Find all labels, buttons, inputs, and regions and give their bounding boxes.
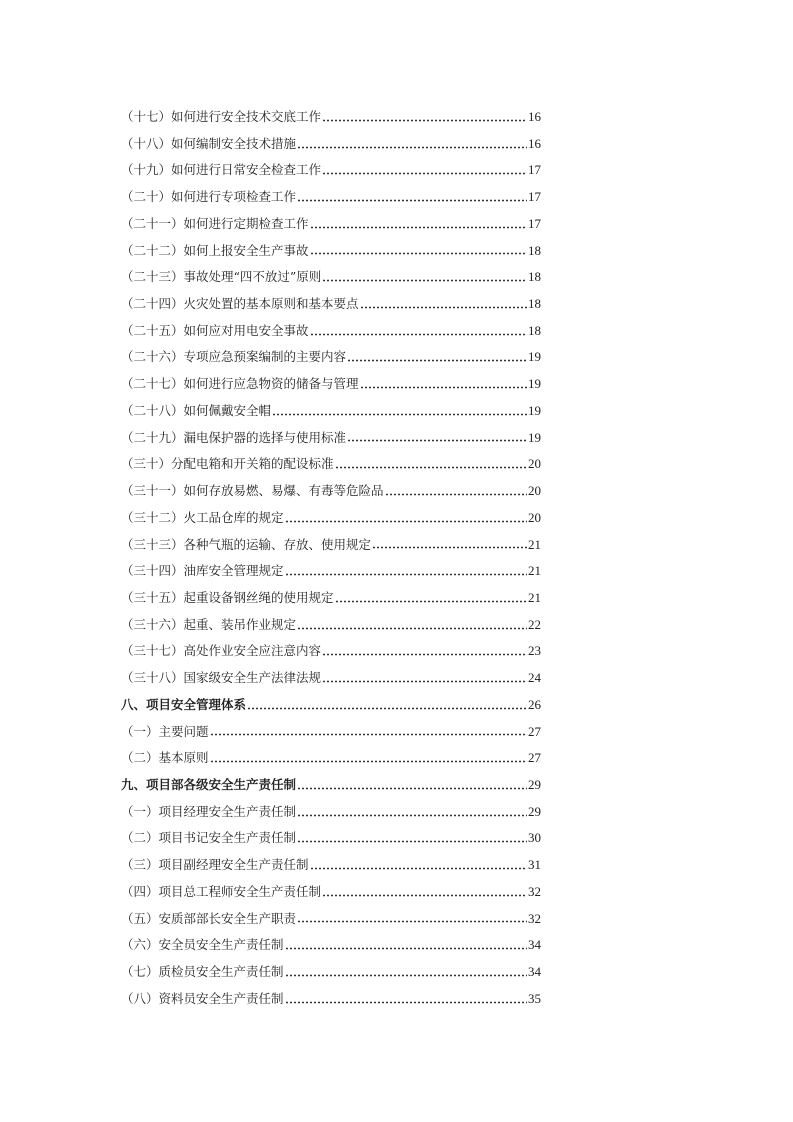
- dot-leader: [297, 199, 527, 202]
- toc-page-number: 19: [528, 429, 541, 445]
- dot-leader: [285, 520, 527, 523]
- toc-entry[interactable]: [121, 799, 541, 826]
- toc-entry[interactable]: [121, 585, 541, 612]
- dot-leader: [322, 653, 527, 656]
- toc-entry-title: （十九）如何进行日常安全检查工作: [121, 162, 322, 178]
- toc-page-number: 21: [528, 536, 541, 552]
- toc-page-number: 32: [528, 883, 541, 899]
- dot-leader: [210, 733, 527, 736]
- toc-entry[interactable]: [121, 371, 541, 398]
- toc-page-number: 20: [528, 509, 541, 525]
- toc-page-number: 17: [528, 189, 541, 205]
- toc-page-number: 27: [528, 750, 541, 766]
- toc-entry-title: （十八）如何编制安全技术措施: [121, 135, 297, 151]
- toc-heading[interactable]: [121, 692, 541, 719]
- toc-entry[interactable]: [121, 959, 541, 986]
- toc-entry[interactable]: [121, 986, 541, 1013]
- dot-leader: [247, 707, 527, 710]
- toc-heading[interactable]: [121, 772, 541, 799]
- toc-entry-title: （二十五）如何应对用电安全事故: [121, 322, 309, 338]
- dot-leader: [322, 279, 527, 282]
- toc-page-number: 29: [528, 776, 541, 792]
- toc-entry-title: （七）质检员安全生产责任制: [121, 964, 284, 979]
- toc-entry[interactable]: [121, 612, 541, 639]
- toc-page-number: 35: [528, 990, 541, 1006]
- toc-entry-title: （三十四）油库安全管理规定: [121, 563, 284, 579]
- toc-page-number: 17: [528, 162, 541, 178]
- toc-page-number: 24: [528, 670, 541, 686]
- toc-entry-title: （二十八）如何佩戴安全帽: [121, 402, 272, 418]
- toc-entry[interactable]: [121, 745, 541, 772]
- toc-entry-title: （二十三）事故处理“四不放过”原则: [121, 269, 322, 285]
- toc-page-number: 16: [528, 135, 541, 151]
- toc-entry[interactable]: [121, 398, 541, 425]
- toc-entry[interactable]: [121, 451, 541, 478]
- toc-entry-title: （三十八）国家级安全生产法律法规: [121, 670, 322, 686]
- toc-entry-title: （三）项目副经理安全生产责任制: [121, 857, 309, 873]
- dot-leader: [297, 146, 527, 149]
- toc-page-number: 17: [528, 215, 541, 231]
- toc-entry[interactable]: [121, 157, 541, 184]
- dot-leader: [335, 600, 527, 603]
- dot-leader: [335, 466, 527, 469]
- toc-entry-title: （二十一）如何进行定期检查工作: [121, 215, 309, 231]
- dot-leader: [322, 172, 527, 175]
- dot-leader: [347, 359, 527, 362]
- dot-leader: [297, 627, 527, 630]
- toc-entry[interactable]: [121, 264, 541, 291]
- toc-page-number: 18: [528, 269, 541, 285]
- dot-leader: [310, 867, 527, 870]
- toc-entry-title: （三十一）如何存放易燃、易爆、有毒等危险品: [121, 483, 384, 499]
- toc-page-number: 21: [528, 563, 541, 579]
- toc-entry[interactable]: [121, 184, 541, 211]
- toc-entry[interactable]: [121, 291, 541, 318]
- dot-leader: [322, 119, 527, 122]
- toc-page-number: 22: [528, 616, 541, 632]
- toc-entry[interactable]: [121, 558, 541, 585]
- toc-entry-title: （二十七）如何进行应急物资的储备与管理: [121, 376, 359, 392]
- toc-entry-title: （三十三）各种气瓶的运输、存放、使用规定: [121, 536, 372, 552]
- dot-leader: [297, 920, 527, 923]
- toc-entry-title: （一）项目经理安全生产责任制: [121, 803, 297, 819]
- dot-leader: [297, 814, 527, 817]
- toc-entry[interactable]: [121, 131, 541, 158]
- toc-entry-title: （四）项目总工程师安全生产责任制: [121, 883, 322, 899]
- toc-entry[interactable]: [121, 825, 541, 852]
- dot-leader: [210, 760, 527, 763]
- toc-entry[interactable]: [121, 211, 541, 238]
- toc-entry-title: （二十九）漏电保护器的选择与使用标准: [121, 429, 347, 445]
- toc-entry[interactable]: [121, 906, 541, 933]
- toc-entry[interactable]: [121, 344, 541, 371]
- toc-page-number: 19: [528, 402, 541, 418]
- toc-entry-title: 九、项目部各级安全生产责任制: [121, 776, 297, 792]
- toc-page-number: 19: [528, 376, 541, 392]
- toc-page-number: 18: [528, 322, 541, 338]
- toc-page-number: 34: [528, 964, 541, 979]
- toc-entry-title: （二）基本原则: [121, 750, 209, 766]
- dot-leader: [347, 439, 527, 442]
- toc-entry-title: （五）安质部部长安全生产职责: [121, 910, 297, 926]
- toc-page-number: 19: [528, 349, 541, 365]
- toc-entry[interactable]: [121, 665, 541, 692]
- toc-entry[interactable]: [121, 104, 541, 131]
- table-of-contents: [121, 104, 541, 1012]
- dot-leader: [310, 226, 527, 229]
- toc-page-number: 20: [528, 456, 541, 472]
- toc-entry-title: （三十七）高处作业安全应注意内容: [121, 643, 322, 659]
- toc-page-number: 32: [528, 910, 541, 926]
- dot-leader: [322, 680, 527, 683]
- dot-leader: [322, 894, 527, 897]
- toc-entry-title: （一）主要问题: [121, 723, 209, 739]
- toc-entry-title: （六）安全员安全生产责任制: [121, 937, 284, 953]
- toc-entry[interactable]: [121, 879, 541, 906]
- toc-entry-title: （二）项目书记安全生产责任制: [121, 830, 297, 846]
- dot-leader: [285, 947, 527, 950]
- dot-leader: [360, 386, 527, 389]
- toc-page-number: 20: [528, 483, 541, 499]
- dot-leader: [372, 546, 527, 549]
- toc-entry-title: （三十）分配电箱和开关箱的配设标准: [121, 456, 334, 472]
- dot-leader: [310, 252, 527, 255]
- dot-leader: [297, 840, 527, 843]
- toc-page-number: 30: [528, 830, 541, 846]
- toc-page-number: 18: [528, 296, 541, 312]
- dot-leader: [360, 306, 527, 309]
- toc-entry[interactable]: [121, 505, 541, 532]
- toc-entry[interactable]: [121, 932, 541, 959]
- toc-page-number: 34: [528, 937, 541, 953]
- toc-entry-title: （三十六）起重、装吊作业规定: [121, 616, 297, 632]
- dot-leader: [285, 573, 527, 576]
- toc-page-number: 27: [528, 723, 541, 739]
- toc-entry[interactable]: [121, 425, 541, 452]
- toc-entry[interactable]: [121, 238, 541, 265]
- toc-page-number: 21: [528, 589, 541, 605]
- toc-entry-title: （二十六）专项应急预案编制的主要内容: [121, 349, 347, 365]
- dot-leader: [272, 413, 527, 416]
- toc-entry[interactable]: [121, 532, 541, 559]
- dot-leader: [285, 1001, 527, 1004]
- toc-page-number: 26: [528, 696, 541, 712]
- toc-entry[interactable]: [121, 638, 541, 665]
- toc-page-number: 18: [528, 242, 541, 258]
- toc-entry-title: （十七）如何进行安全技术交底工作: [121, 109, 322, 124]
- toc-entry[interactable]: [121, 318, 541, 345]
- toc-page-number: 16: [528, 109, 541, 124]
- toc-entry-title: （二十四）火灾处置的基本原则和基本要点: [121, 296, 359, 312]
- toc-page-number: 31: [528, 857, 541, 873]
- toc-entry[interactable]: [121, 719, 541, 746]
- dot-leader: [285, 974, 527, 977]
- dot-leader: [297, 787, 527, 790]
- toc-page-number: 23: [528, 643, 541, 659]
- toc-entry-title: （二十）如何进行专项检查工作: [121, 189, 297, 205]
- toc-entry-title: （二十二）如何上报安全生产事故: [121, 242, 309, 258]
- dot-leader: [385, 493, 527, 496]
- toc-entry[interactable]: [121, 478, 541, 505]
- toc-page-number: 29: [528, 803, 541, 819]
- toc-entry-title: （八）资料员安全生产责任制: [121, 990, 284, 1006]
- toc-entry-title: （三十五）起重设备钢丝绳的使用规定: [121, 589, 334, 605]
- toc-entry-title: 八、项目安全管理体系: [121, 696, 247, 712]
- toc-entry-title: （三十二）火工品仓库的规定: [121, 509, 284, 525]
- toc-entry[interactable]: [121, 852, 541, 879]
- dot-leader: [310, 333, 527, 336]
